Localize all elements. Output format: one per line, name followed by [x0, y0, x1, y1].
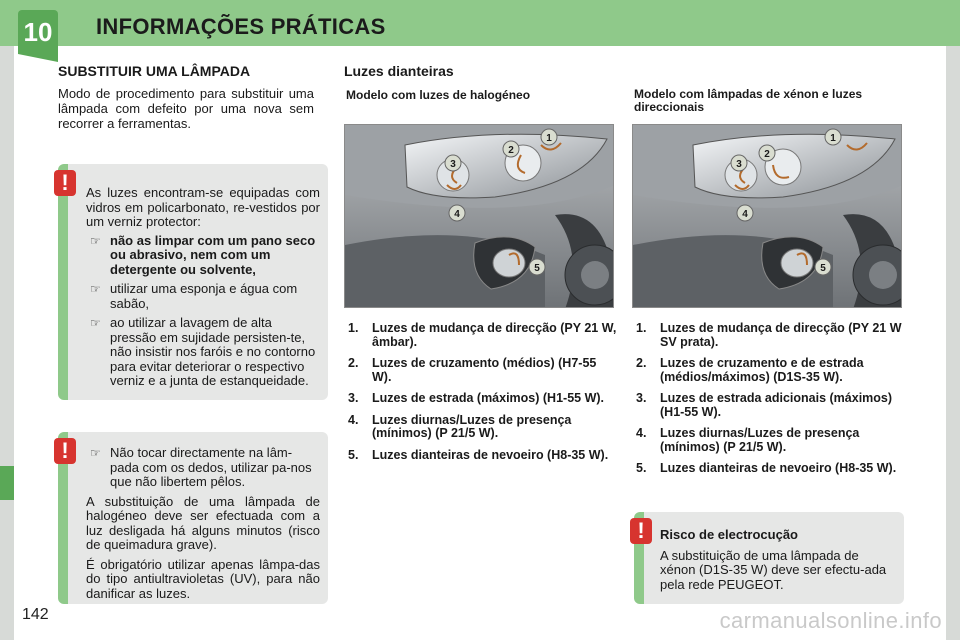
pointing-hand-icon: ☞ [90, 233, 101, 248]
list-item: 5. Luzes dianteiras de nevoeiro (H8-35 W). [636, 461, 897, 475]
callout-1: 1 [546, 133, 552, 144]
halogen-model-title: Modelo com luzes de halogéneo [346, 88, 531, 102]
warning-bullets [86, 446, 320, 490]
warning-paragraph: A substituição de uma lâmpada de halogéneo deve ser efectuada com a luz desligada há alguns minutos (risco de queimadura grave). [86, 493, 320, 552]
callout-1: 1 [830, 133, 836, 144]
warning-box-halogen [58, 432, 328, 604]
warning-title: Risco de electrocução [660, 527, 798, 542]
callout-4: 4 [742, 209, 748, 220]
warning-bullets [86, 234, 320, 389]
warning-icon: ! [54, 170, 76, 196]
pointing-hand-icon: ☞ [90, 282, 101, 296]
intro-text: Modo de procedimento para substituir uma lâmpada com defeito por uma nova sem recorrer a ferramentas. [58, 86, 314, 131]
list-item: 4. Luzes diurnas/Luzes de presença (mínimos) (P 21/5 W). [636, 426, 860, 454]
warning-text: As luzes encontram-se equipadas com vidros em policarbonato, re-vestidos por um verniz protector: [86, 185, 320, 229]
left-margin-strip [0, 46, 14, 640]
bullet-item: ☞ ao utilizar a lavagem de alta pressão em sujidade persisten-te, não insistir nos faróis e no contorno para evitar deteriorar o respectivo verniz e a junta de estanqueidade. [90, 315, 316, 388]
warning-box-varnish [58, 164, 328, 400]
warning-text: A substituição de uma lâmpada de xénon (D1S-35 W) deve ser efectu-ada pela rede PEUGEOT. [660, 547, 887, 592]
list-item: 3. Luzes de estrada (máximos) (H1-55 W). [348, 391, 605, 405]
callout-5: 5 [534, 263, 540, 274]
bullet-item: ☞ não as limpar com um pano seco ou abrasivo, nem com um detergente ou solvente, [90, 232, 316, 277]
section-title: SUBSTITUIR UMA LÂMPADA [58, 63, 251, 79]
xenon-bulb-list [636, 322, 906, 484]
bullet-item: ☞ utilizar uma esponja e água com sabão, [90, 281, 298, 311]
list-item: 2. Luzes de cruzamento e de estrada (médios/máximos) (D1S-35 W). [636, 356, 864, 384]
page-title: INFORMAÇÕES PRÁTICAS [96, 14, 386, 39]
warning-icon: ! [54, 438, 76, 464]
callout-3: 3 [736, 159, 742, 170]
watermark: carmanualsonline.info [719, 608, 942, 633]
warning-box-electrocution [634, 512, 904, 604]
xenon-model-title: Modelo com lâmpadas de xénon e luzes direccionais [634, 87, 863, 114]
bullet-item: ☞ Não tocar directamente na lâm-pada com os dedos, utilizar pa-nos que não libertem pêlos. [90, 445, 312, 489]
callout-5: 5 [820, 263, 826, 274]
list-item: 2. Luzes de cruzamento (médios) (H7-55 W). [348, 356, 597, 384]
pointing-hand-icon: ☞ [90, 316, 101, 330]
xenon-headlight-photo [632, 124, 902, 308]
front-lights-title: Luzes dianteiras [344, 63, 454, 79]
list-item: 5. Luzes dianteiras de nevoeiro (H8-35 W). [348, 447, 609, 462]
callout-2: 2 [508, 145, 514, 156]
halogen-bulb-list [348, 322, 618, 470]
chapter-tab: 10 [18, 10, 58, 54]
list-item: 1. Luzes de mudança de direcção (PY 21 W, âmbar). [348, 321, 617, 349]
callout-2: 2 [764, 149, 770, 160]
list-item: 4. Luzes diurnas/Luzes de presença (mínimos) (P 21/5 W). [348, 412, 572, 440]
callout-3: 3 [450, 159, 456, 170]
right-margin-strip [946, 46, 960, 640]
pointing-hand-icon: ☞ [90, 446, 101, 460]
left-margin-tab [0, 466, 14, 500]
warning-icon: ! [630, 518, 652, 544]
halogen-headlight-photo [344, 124, 614, 308]
callout-4: 4 [454, 209, 460, 220]
list-item: 1. Luzes de mudança de direcção (PY 21 W SV prata). [636, 321, 902, 349]
page-number: 142 [22, 606, 49, 623]
list-item: 3. Luzes de estrada adicionais (máximos) (H1-55 W). [636, 391, 893, 419]
warning-paragraph: É obrigatório utilizar apenas lâmpa-das do tipo antiultravioletas (UV), para não danificar as luzes. [86, 556, 320, 601]
